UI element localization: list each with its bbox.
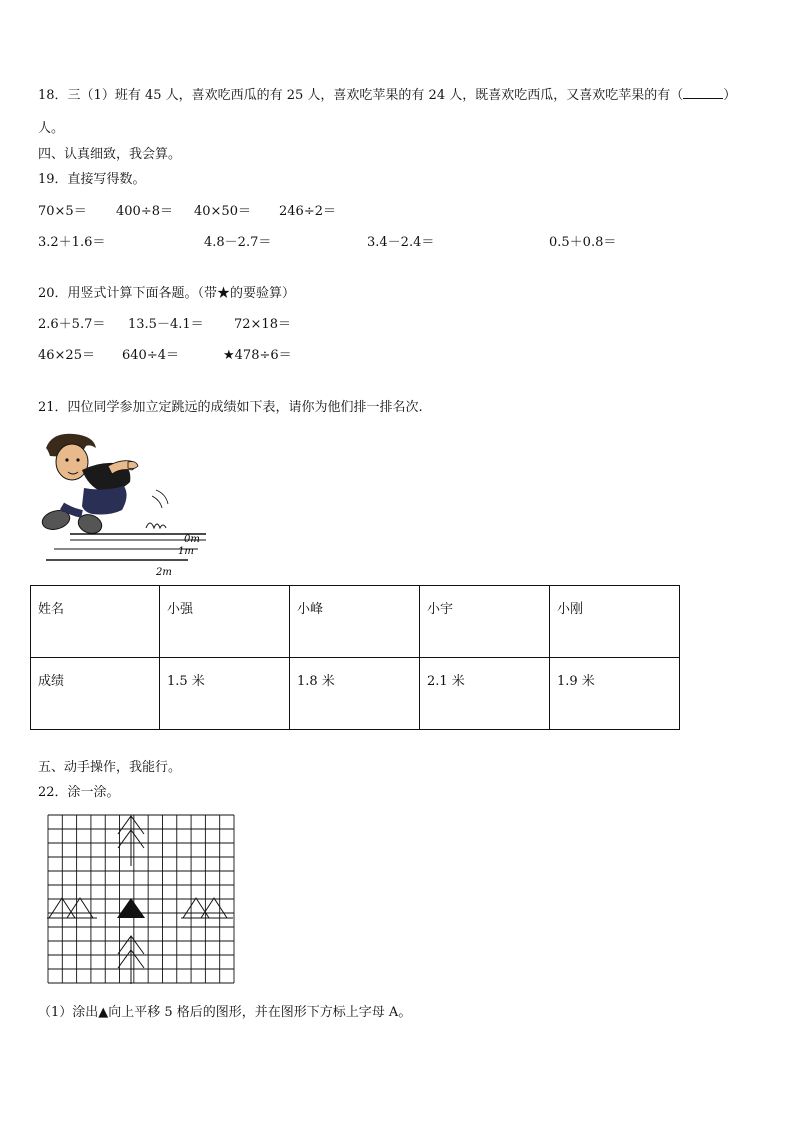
long-jump-illustration [38,428,218,580]
arrow-shape-left [47,898,97,918]
table-cell: 小刚 [550,586,680,658]
q19-title: 19．直接写得数。 [38,172,146,187]
table-row [31,586,680,658]
answer-blank[interactable] [683,86,723,99]
section-5-heading: 五、动手操作，我能行。 [38,760,182,775]
table-cell: 小峰 [290,586,420,658]
scale-label-1m: 1m [178,546,194,557]
arrow-shape-bottom [118,936,144,984]
q19-item: 400÷8＝ [116,204,173,219]
table-row [31,658,680,730]
q20-item: 72×18＝ [234,317,291,332]
q22-title: 22．涂一涂。 [38,785,120,800]
table-cell: 1.9 米 [550,658,680,730]
q22-sub1: （1）涂出▲向上平移 5 格后的图形，并在图形下方标上字母 A。 [38,1005,412,1020]
q19-item: 246÷2＝ [279,204,336,219]
table-cell: 成绩 [31,658,160,730]
q20-item: ★478÷6＝ [223,348,292,363]
section-4-heading: 四、认真细致，我会算。 [38,147,182,162]
scale-label-2m: 2m [156,567,172,578]
q19-item: 3.4－2.4＝ [367,235,435,250]
filled-triangle-icon[interactable] [117,898,145,918]
table-cell: 小宇 [420,586,550,658]
q20-title: 20．用竖式计算下面各题。（带★的要验算） [38,286,296,301]
q18-text: 18．三（1）班有 45 人，喜欢吃西瓜的有 25 人，喜欢吃苹果的有 24 人，既喜欢吃西瓜，又喜欢吃苹果的有（ ） [38,88,737,103]
q19-item: 0.5＋0.8＝ [549,235,617,250]
q21-title: 21．四位同学参加立定跳远的成绩如下表，请你为他们排一排名次. [38,400,423,415]
scale-label-0m: 0m [184,534,200,545]
q19-item: 3.2＋1.6＝ [38,235,106,250]
table-cell: 小强 [160,586,290,658]
translation-grid [47,814,235,984]
q20-item: 46×25＝ [38,348,95,363]
q20-item: 640÷4＝ [122,348,179,363]
q20-item: 13.5－4.1＝ [128,317,204,332]
table-cell: 1.5 米 [160,658,290,730]
arrow-shape-top [118,816,144,866]
q20-item: 2.6＋5.7＝ [38,317,106,332]
q19-item: 40×50＝ [194,204,251,219]
table-cell: 姓名 [31,586,160,658]
table-cell: 2.1 米 [420,658,550,730]
q18-tail: 人。 [38,121,65,136]
q19-item: 4.8－2.7＝ [204,235,272,250]
q19-item: 70×5＝ [38,204,87,219]
arrow-shape-right [181,898,233,918]
table-cell: 1.8 米 [290,658,420,730]
long-jump-scores-table [30,585,680,730]
